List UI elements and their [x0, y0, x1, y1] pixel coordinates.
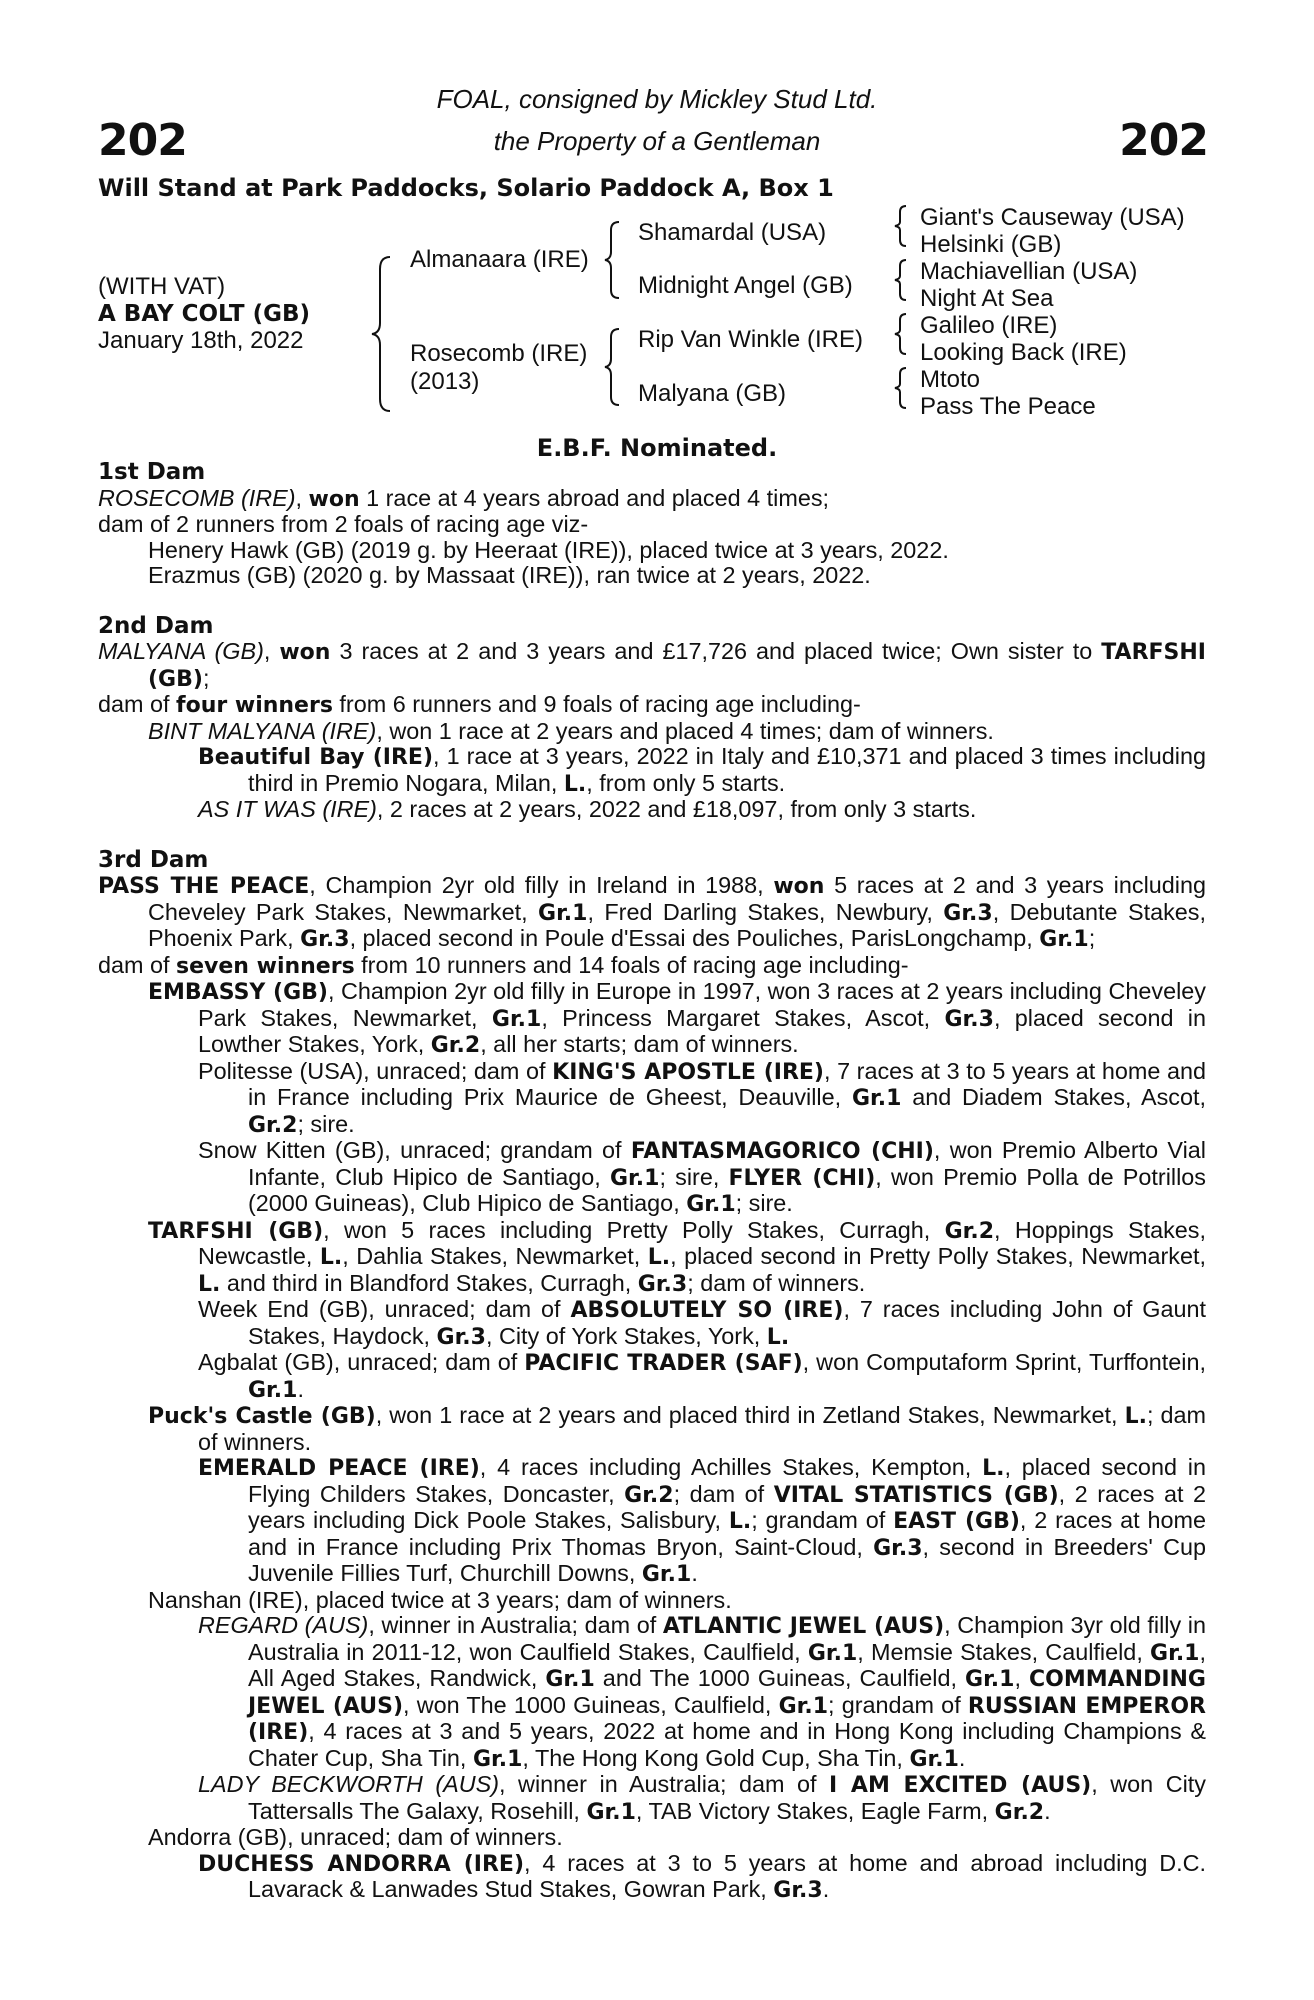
property-line: the Property of a Gentleman	[493, 126, 821, 156]
pedigree-brace-gg3	[893, 312, 909, 356]
produce-entry: BINT MALYANA (IRE), won 1 race at 2 years and placed 4 times; dam of winners.	[148, 717, 994, 744]
gg-ancestor: Pass The Peace	[920, 393, 1096, 420]
produce-entry: Erazmus (GB) (2020 g. by Massaat (IRE)), ran twice at 2 years, 2022.	[148, 562, 871, 588]
second-dam-heading: 2nd Dam	[98, 612, 214, 639]
produce-entry: TARFSHI (GB), won 5 races including Pretty Polly Stakes, Curragh, Gr.2, Hoppings Stakes, Newcastle, L., Dahlia Stakes, Newmarket, L., placed second in Pretty Polly Stakes, Newmarket, L. and third in Blandford Stakes, Curragh, Gr.3; dam of winners.	[148, 1216, 1206, 1297]
pedigree-brace-gg1	[893, 204, 909, 248]
produce-entry: REGARD (AUS), winner in Australia; dam of ATLANTIC JEWEL (AUS), Champion 3yr old filly in Australia in 2011-12, won Caulfield Stakes, Caulfield, Gr.1, Memsie Stakes, Caulfield, Gr.1, All Aged Stakes, Randwick, Gr.1 and The 1000 Guineas, Caulfield, Gr.1, COMMANDING JEWEL (AUS), won The 1000 Guineas, Caulfield, Gr.1; grandam of RUSSIAN EMPEROR (IRE), 4 races at 3 and 5 years, 2022 at home and in Hong Kong including Champions & Chater Cup, Sha Tin, Gr.1, The Hong Kong Gold Cup, Sha Tin, Gr.1.	[198, 1612, 1206, 1772]
produce-entry: DUCHESS ANDORRA (IRE), 4 races at 3 to 5 years at home and abroad including D.C. Lavarack & Lanwades Stud Stakes, Gowran Park, Gr.3.	[198, 1849, 1206, 1903]
pedigree-brace-gg2	[893, 258, 909, 302]
pedigree-brace-sire	[603, 220, 623, 300]
produce-entry: Puck's Castle (GB), won 1 race at 2 years and placed third in Zetland Stakes, Newmarket, L.; dam of winners.	[148, 1402, 1207, 1455]
dam-sire: Rip Van Winkle (IRE)	[638, 326, 863, 353]
catalogue-body	[98, 460, 1206, 1904]
pedigree-brace-main	[370, 255, 394, 413]
pedigree-brace-dam	[603, 327, 623, 407]
third-dam-produce-summary: dam of seven winners from 10 runners and 14 foals of racing age including-	[98, 951, 909, 979]
third-dam-heading: 3rd Dam	[98, 846, 209, 873]
produce-entry: AS IT WAS (IRE), 2 races at 2 years, 2022 and £18,097, from only 3 starts.	[198, 796, 977, 822]
sire-name: Almanaara (IRE)	[410, 246, 589, 273]
ebf-nomination: E.B.F. Nominated.	[536, 434, 778, 462]
produce-entry: Week End (GB), unraced; dam of ABSOLUTELY SO (IRE), 7 races including John of Gaunt Stakes, Haydock, Gr.3, City of York Stakes, York, L.	[198, 1296, 1206, 1350]
gg-ancestor: Looking Back (IRE)	[920, 339, 1127, 366]
gg-ancestor: Helsinki (GB)	[920, 231, 1062, 258]
horse-name: A BAY COLT (GB)	[98, 301, 311, 327]
dam-dam: Malyana (GB)	[638, 380, 787, 407]
produce-entry: Beautiful Bay (IRE), 1 race at 3 years, 2022 in Italy and £10,371 and placed 3 times including third in Premio Nogara, Milan, L., from only 5 starts.	[198, 743, 1207, 797]
dam-year: (2013)	[410, 368, 480, 395]
first-dam-produce-summary: dam of 2 runners from 2 foals of racing age viz-	[98, 511, 589, 537]
produce-entry: Agbalat (GB), unraced; dam of PACIFIC TRADER (SAF), won Computaform Sprint, Turffontein, Gr.1.	[198, 1349, 1207, 1403]
produce-entry: EMBASSY (GB), Champion 2yr old filly in Europe in 1997, won 3 races at 2 years including Cheveley Park Stakes, Newmarket, Gr.1, Princess Margaret Stakes, Ascot, Gr.3, placed second in Lowther Stakes, York, Gr.2, all her starts; dam of winners.	[148, 978, 1206, 1058]
produce-entry: EMERALD PEACE (IRE), 4 races including Achilles Stakes, Kempton, L., placed second in Flying Childers Stakes, Doncaster, Gr.2; dam of VITAL STATISTICS (GB), 2 races at 2 years including Dick Poole Stakes, Salisbury, L.; grandam of EAST (GB), 2 races at home and in France including Prix Thomas Bryon, Saint-Cloud, Gr.3, second in Breeders' Cup Juvenile Fillies Turf, Churchill Downs, Gr.1.	[198, 1454, 1206, 1587]
produce-entry: Politesse (USA), unraced; dam of KING'S APOSTLE (IRE), 7 races at 3 to 5 years at home and in France including Prix Maurice de Gheest, Deauville, Gr.1 and Diadem Stakes, Ascot, Gr.2; sire.	[198, 1057, 1206, 1138]
consignor-line: FOAL, consigned by Mickley Stud Ltd.	[436, 84, 878, 114]
vat-note: (WITH VAT)	[98, 273, 226, 300]
stand-location: Will Stand at Park Paddocks, Solario Paddock A, Box 1	[98, 174, 834, 202]
sire-sire: Shamardal (USA)	[638, 219, 827, 246]
gg-ancestor: Machiavellian (USA)	[920, 258, 1138, 285]
produce-entry: Snow Kitten (GB), unraced; grandam of FANTASMAGORICO (CHI), won Premio Alberto Vial Infante, Club Hipico de Santiago, Gr.1; sire, FLYER (CHI), won Premio Polla de Potrillos (2000 Guineas), Club Hipico de Santiago, Gr.1; sire.	[198, 1137, 1206, 1217]
second-dam-produce-summary: dam of four winners from 6 runners and 9 foals of racing age including-	[98, 691, 861, 718]
gg-ancestor: Giant's Causeway (USA)	[920, 204, 1185, 231]
first-dam-heading: 1st Dam	[98, 459, 206, 485]
foaling-date: January 18th, 2022	[98, 327, 304, 354]
pedigree-brace-gg4	[893, 366, 909, 410]
produce-entry: Andorra (GB), unraced; dam of winners.	[148, 1824, 563, 1850]
gg-ancestor: Galileo (IRE)	[920, 312, 1058, 339]
third-dam-entry: PASS THE PEACE, Champion 2yr old filly in Ireland in 1988, won 5 races at 2 and 3 years including Cheveley Park Stakes, Newmarket, Gr.1, Fred Darling Stakes, Newbury, Gr.3, Debutante Stakes, Phoenix Park, Gr.3, placed second in Poule d'Essai des Pouliches, ParisLongchamp, Gr.1;	[98, 872, 1206, 952]
produce-entry: LADY BECKWORTH (AUS), winner in Australia; dam of I AM EXCITED (AUS), won City Tattersalls The Galaxy, Rosehill, Gr.1, TAB Victory Stakes, Eagle Farm, Gr.2.	[198, 1771, 1206, 1825]
gg-ancestor: Mtoto	[920, 366, 981, 393]
produce-entry: Nanshan (IRE), placed twice at 3 years; dam of winners.	[148, 1586, 732, 1613]
sire-dam: Midnight Angel (GB)	[638, 272, 853, 299]
produce-entry: Henery Hawk (GB) (2019 g. by Heeraat (IRE)), placed twice at 3 years, 2022.	[148, 536, 949, 563]
dam-name: Rosecomb (IRE)	[410, 340, 588, 367]
lot-number-right: 202	[1119, 115, 1208, 166]
first-dam-entry: ROSECOMB (IRE), won 1 race at 4 years abroad and placed 4 times;	[98, 484, 830, 512]
second-dam-entry: MALYANA (GB), won 3 races at 2 and 3 years and £17,726 and placed twice; Own sister to TARFSHI (GB);	[98, 638, 1206, 692]
lot-number-left: 202	[98, 115, 187, 166]
gg-ancestor: Night At Sea	[920, 285, 1054, 312]
